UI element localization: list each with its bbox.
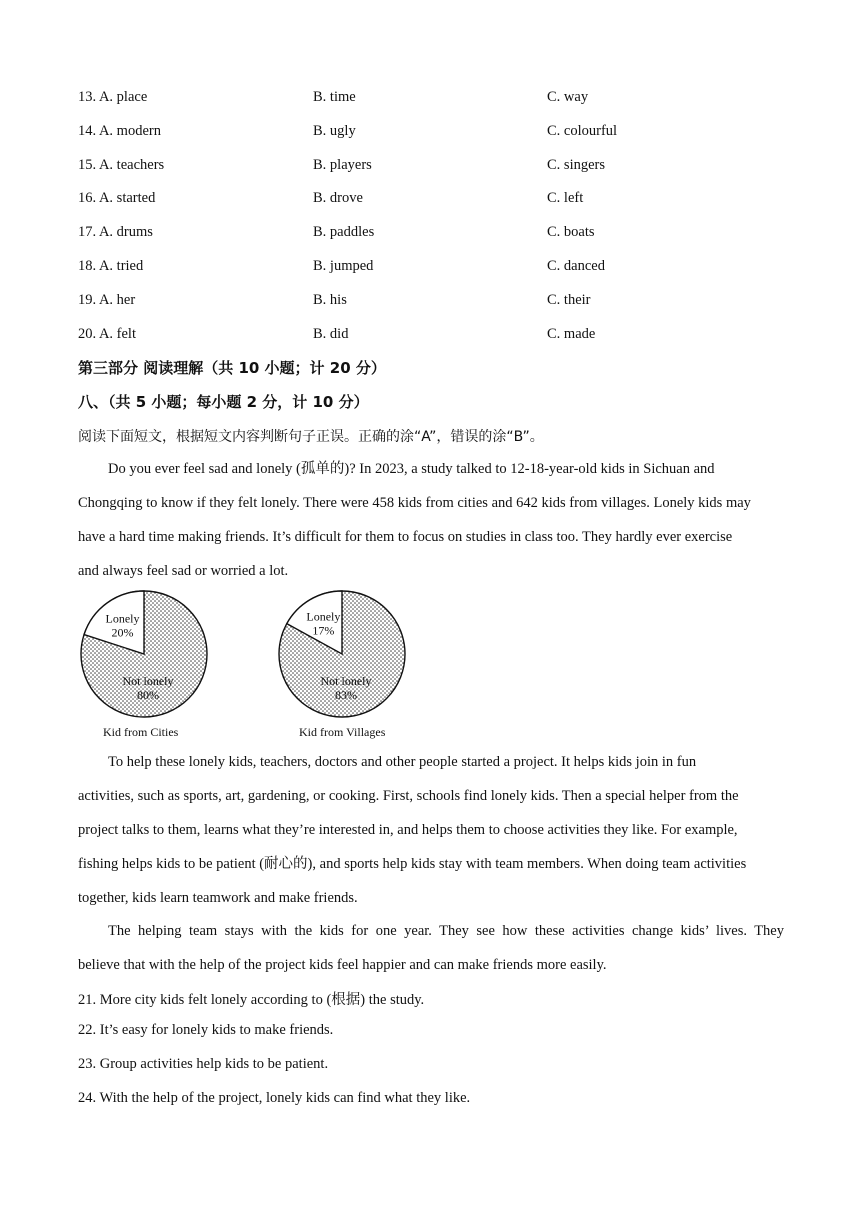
option-b: B. jumped	[313, 258, 374, 274]
passage-paragraph-1	[78, 452, 784, 588]
option-a: 19. A. her	[78, 292, 136, 308]
option-c: C. way	[547, 89, 589, 105]
passage-line: and always feel sad or worried a lot.	[78, 563, 289, 579]
pie-chart-svg	[78, 588, 210, 720]
passage-line: project talks to them, learns what they’re interested in, and helps them to choose activities they like. For example,	[78, 822, 738, 838]
option-a: 13. A. place	[78, 89, 148, 105]
pie-label-lonely: Lonely	[306, 609, 341, 624]
passage-line: believe that with the help of the project kids feel happier and can make friends more easily.	[78, 957, 607, 973]
passage-line: activities, such as sports, art, gardening, or cooking. First, schools find lonely kids. Then a special helper from the	[78, 788, 739, 804]
option-c: C. singers	[547, 157, 605, 173]
option-b: B. his	[313, 292, 347, 308]
option-b: B. time	[313, 89, 356, 105]
passage-line: fishing helps kids to be patient (耐心的), and sports help kids stay with team members. When doing team activities	[78, 856, 747, 872]
option-a: 20. A. felt	[78, 326, 136, 342]
option-b: B. players	[313, 157, 372, 173]
option-a: 16. A. started	[78, 190, 156, 206]
option-c: C. made	[547, 326, 596, 342]
chart-caption: Kid from Cities	[103, 725, 179, 739]
passage-line: have a hard time making friends. It’s difficult for them to focus on studies in class too. They hardly ever exercise	[78, 529, 733, 545]
pie-chart-cities	[78, 588, 210, 720]
pie-value-lonely: 20%	[111, 625, 134, 640]
section-title: 第三部分 阅读理解（共 10 小题；计 20 分）	[78, 359, 386, 377]
option-c: C. left	[547, 190, 584, 206]
option-b: B. drove	[313, 190, 363, 206]
section-instruction: 阅读下面短文，根据短文内容判断句子正误。正确的涂“A”，错误的涂“B”。	[78, 429, 544, 445]
passage-line: The helping team stays with the kids for one year. They see how these activities change kids’ lives. They	[108, 923, 784, 939]
option-a: 14. A. modern	[78, 123, 161, 139]
question-23: 23. Group activities help kids to be patient.	[78, 1056, 329, 1072]
pie-label-not-lonely: Not lonely	[320, 674, 372, 688]
passage-line: To help these lonely kids, teachers, doctors and other people started a project. It helps kids join in fun	[108, 754, 697, 770]
option-b: B. paddles	[313, 224, 375, 240]
option-b: B. did	[313, 326, 349, 342]
pie-chart-svg	[276, 588, 408, 720]
option-c: C. danced	[547, 258, 605, 274]
chart-caption: Kid from Villages	[299, 725, 386, 739]
option-a: 18. A. tried	[78, 258, 144, 274]
pie-value-not-lonely: 83%	[335, 688, 357, 702]
question-22: 22. It’s easy for lonely kids to make friends.	[78, 1022, 334, 1038]
option-c: C. their	[547, 292, 591, 308]
option-a: 17. A. drums	[78, 224, 153, 240]
option-b: B. ugly	[313, 123, 356, 139]
pie-value-not-lonely: 80%	[137, 688, 159, 702]
pie-label-not-lonely: Not lonely	[122, 674, 174, 688]
passage-line: together, kids learn teamwork and make friends.	[78, 890, 358, 906]
question-24: 24. With the help of the project, lonely kids can find what they like.	[78, 1090, 471, 1106]
question-21: 21. More city kids felt lonely according to (根据) the study.	[78, 992, 425, 1008]
passage-line: Do you ever feel sad and lonely (孤单的)? In 2023, a study talked to 12-18-year-old kids in Sichuan and	[108, 461, 715, 477]
pie-value-lonely: 17%	[312, 623, 335, 638]
option-a: 15. A. teachers	[78, 157, 165, 173]
passage-paragraph-3	[78, 914, 784, 982]
option-c: C. colourful	[547, 123, 618, 139]
passage-line: Chongqing to know if they felt lonely. There were 458 kids from cities and 642 kids from villages. Lonely kids may	[78, 495, 751, 511]
passage-paragraph-2	[78, 745, 784, 915]
section-subtitle: 八、（共 5 小题；每小题 2 分，计 10 分）	[78, 393, 369, 411]
pie-label-lonely: Lonely	[105, 611, 140, 626]
pie-chart-villages	[276, 588, 408, 720]
option-c: C. boats	[547, 224, 595, 240]
